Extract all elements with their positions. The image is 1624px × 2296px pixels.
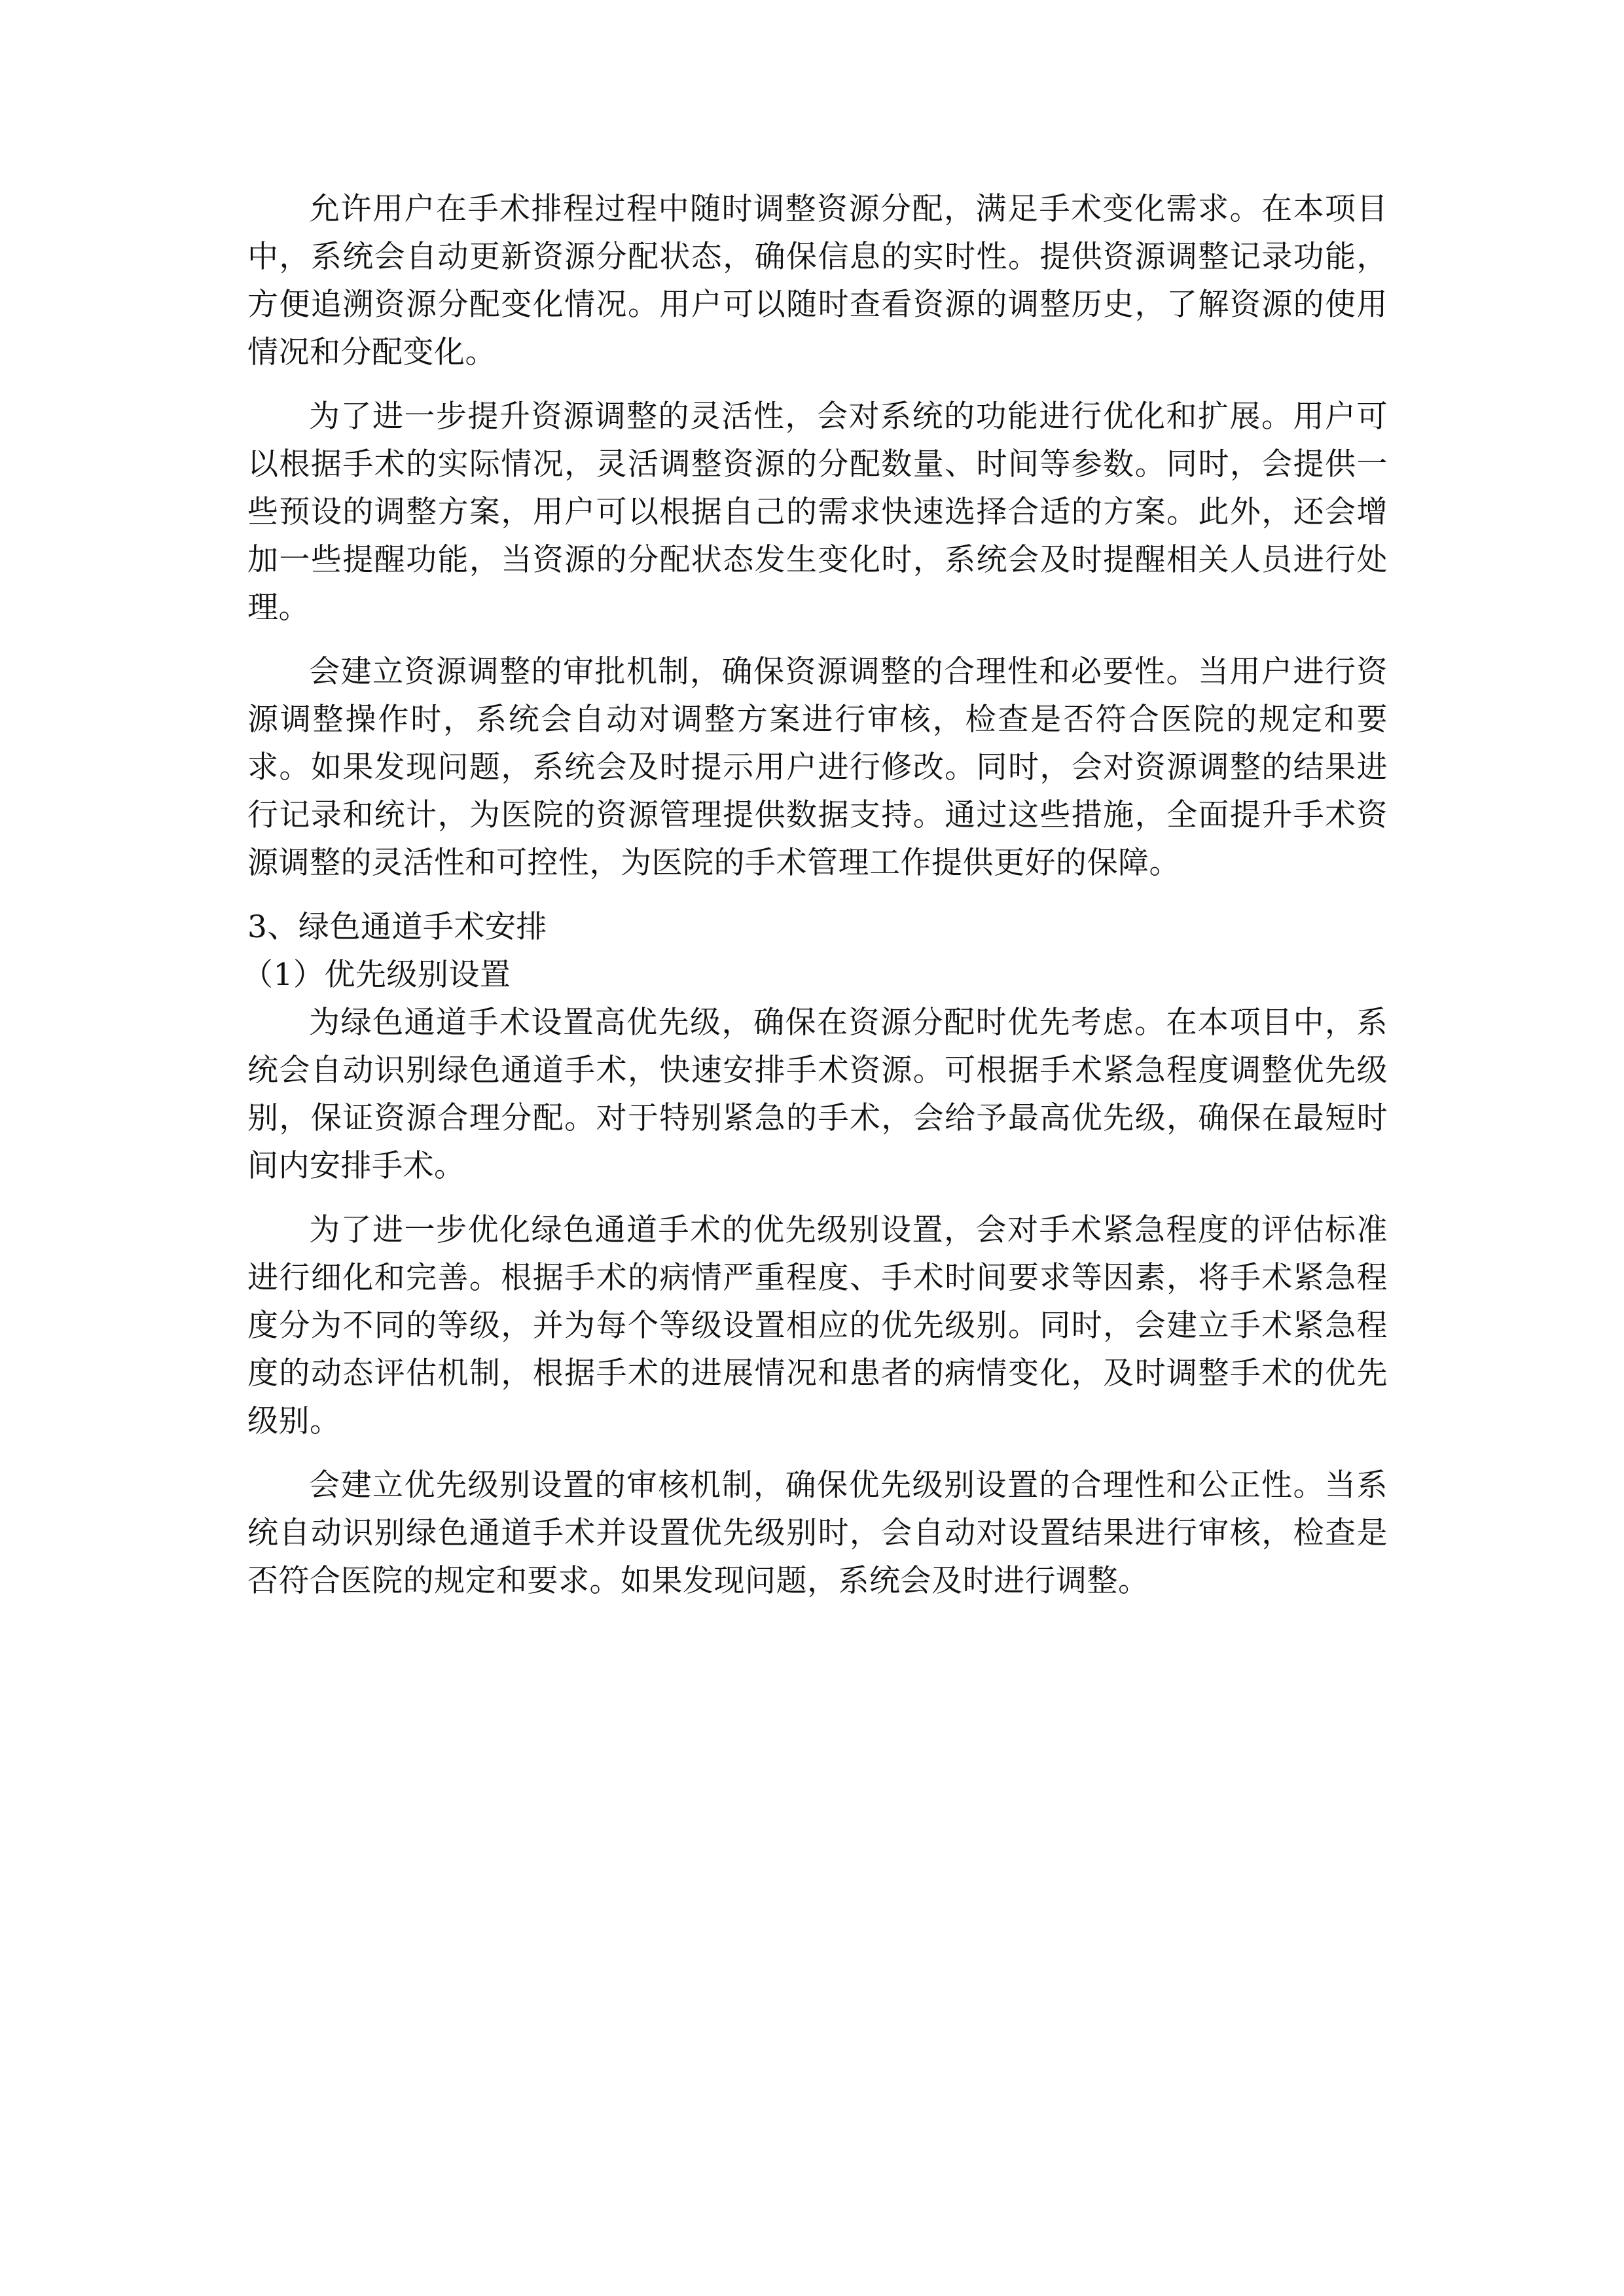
paragraph-resource-adjust-approval: 会建立资源调整的审批机制，确保资源调整的合理性和必要性。当用户进行资源调整操作时，系统会自动对调整方案进行审核，检查是否符合医院的规定和要求。如果发现问题，系统会及时提示用户进行修改。同时，会对资源调整的结果进行记录和统计，为医院的资源管理提供数据支持。通过这些措施，全面提升手术资源调整的灵活性和可控性，为医院的手术管理工作提供更好的保障。 [247,654,1388,881]
paragraph-priority-intro: 为绿色通道手术设置高优先级，确保在资源分配时优先考虑。在本项目中，系统会自动识别绿色通道手术，快速安排手术资源。可根据手术紧急程度调整优先级别，保证资源合理分配。对于特别紧急的手术，会给予最高优先级，确保在最短时间内安排手术。 [247,1005,1388,1184]
section-heading: 3、绿色通道手术安排 [247,909,547,945]
paragraph-priority-evaluation: 为了进一步优化绿色通道手术的优先级别设置，会对手术紧急程度的评估标准进行细化和完善。根据手术的病情严重程度、手术时间要求等因素，将手术紧急程度分为不同的等级，并为每个等级设置相应的优先级别。同时，会建立手术紧急程度的动态评估机制，根据手术的进展情况和患者的病情变化，及时调整手术的优先级别。 [247,1212,1388,1439]
paragraph-priority-review: 会建立优先级别设置的审核机制，确保优先级别设置的合理性和公正性。当系统自动识别绿色通道手术并设置优先级别时，会自动对设置结果进行审核，检查是否符合医院的规定和要求。如果发现问题，系统会及时进行调整。 [247,1467,1388,1599]
subsection-heading: （1）优先级别设置 [242,957,511,993]
paragraph-resource-adjust-intro: 允许用户在手术排程过程中随时调整资源分配，满足手术变化需求。在本项目中，系统会自动更新资源分配状态，确保信息的实时性。提供资源调整记录功能，方便追溯资源分配变化情况。用户可以随时查看资源的调整历史，了解资源的使用情况和分配变化。 [247,191,1388,370]
paragraph-resource-adjust-flexibility: 为了进一步提升资源调整的灵活性，会对系统的功能进行优化和扩展。用户可以根据手术的实际情况，灵活调整资源的分配数量、时间等参数。同时，会提供一些预设的调整方案，用户可以根据自己的需求快速选择合适的方案。此外，还会增加一些提醒功能，当资源的分配状态发生变化时，系统会及时提醒相关人员进行处理。 [247,399,1388,626]
document-body [242,185,1388,1621]
